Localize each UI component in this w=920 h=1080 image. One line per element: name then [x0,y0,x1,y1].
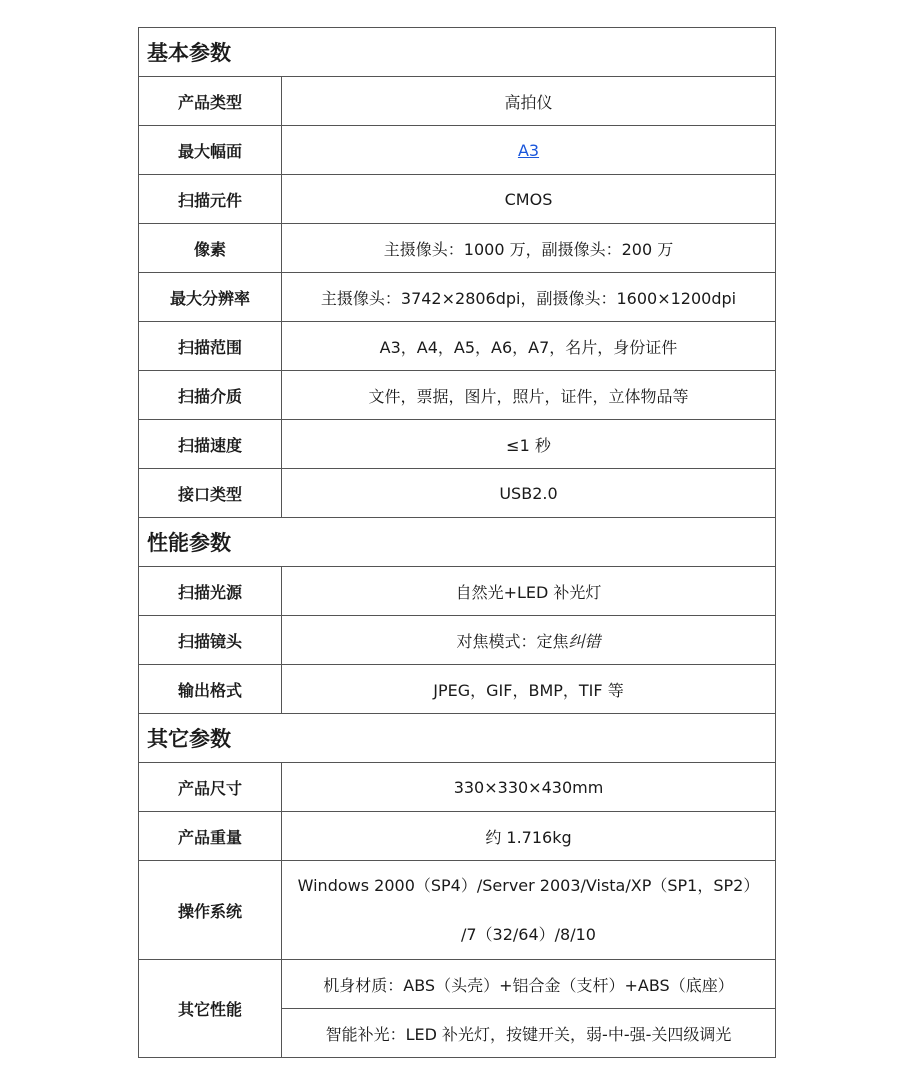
table-row [139,616,776,665]
value-product-weight: 约 1.716kg [282,812,776,861]
value-product-type: 高拍仪 [282,77,776,126]
table-row [139,175,776,224]
label-scan-element: 扫描元件 [139,175,282,224]
value-scan-element: CMOS [282,175,776,224]
os-value-line1: Windows 2000（SP4）/Server 2003/Vista/XP（SP1，SP2） [297,876,760,895]
table-row [139,322,776,371]
value-pixels: 主摄像头：1000 万，副摄像头：200 万 [282,224,776,273]
table-row [139,763,776,812]
label-scan-range: 扫描范围 [139,322,282,371]
scan-lens-italic: 纠错 [568,631,601,651]
value-scan-media: 文件，票据，图片，照片，证件，立体物品等 [282,371,776,420]
label-max-resolution: 最大分辨率 [139,273,282,322]
value-other-performance-1: 机身材质：ABS（头壳）+铝合金（支杆）+ABS（底座） [282,960,776,1009]
label-product-type: 产品类型 [139,77,282,126]
table-row [139,371,776,420]
label-product-size: 产品尺寸 [139,763,282,812]
label-pixels: 像素 [139,224,282,273]
label-max-format: 最大幅面 [139,126,282,175]
label-scan-media: 扫描介质 [139,371,282,420]
table-row [139,567,776,616]
max-format-link[interactable]: A3 [517,140,540,160]
table-row [139,861,776,960]
section-row-other [139,714,776,763]
os-value-line2: /7（32/64）/8/10 [460,925,596,944]
label-product-weight: 产品重量 [139,812,282,861]
value-max-resolution: 主摄像头：3742×2806dpi，副摄像头：1600×1200dpi [282,273,776,322]
label-scan-speed: 扫描速度 [139,420,282,469]
value-interface-type: USB2.0 [282,469,776,518]
label-scan-lens: 扫描镜头 [139,616,282,665]
scan-lens-prefix: 对焦模式：定焦 [456,631,569,651]
value-scan-lens [282,616,776,665]
section-row-performance [139,518,776,567]
section-title-basic: 基本参数 [139,28,776,77]
table-row [139,469,776,518]
value-product-size: 330×330×430mm [282,763,776,812]
table-row [139,812,776,861]
value-scan-speed: ≤1 秒 [282,420,776,469]
table-row [139,665,776,714]
table-row [139,126,776,175]
value-other-performance-2: 智能补光：LED 补光灯，按键开关，弱-中-强-关四级调光 [282,1009,776,1058]
label-light-source: 扫描光源 [139,567,282,616]
value-os [282,861,776,960]
table-row [139,960,776,1009]
table-row [139,420,776,469]
section-row-basic [139,28,776,77]
label-other-performance: 其它性能 [139,960,282,1058]
value-output-format: JPEG，GIF，BMP，TIF 等 [282,665,776,714]
label-output-format: 输出格式 [139,665,282,714]
spec-table [138,27,776,1058]
value-scan-range: A3，A4，A5，A6，A7，名片，身份证件 [282,322,776,371]
label-interface-type: 接口类型 [139,469,282,518]
table-row [139,224,776,273]
section-title-performance: 性能参数 [139,518,776,567]
table-row [139,273,776,322]
table-row [139,77,776,126]
value-light-source: 自然光+LED 补光灯 [282,567,776,616]
value-max-format [282,126,776,175]
section-title-other: 其它参数 [139,714,776,763]
label-os: 操作系统 [139,861,282,960]
